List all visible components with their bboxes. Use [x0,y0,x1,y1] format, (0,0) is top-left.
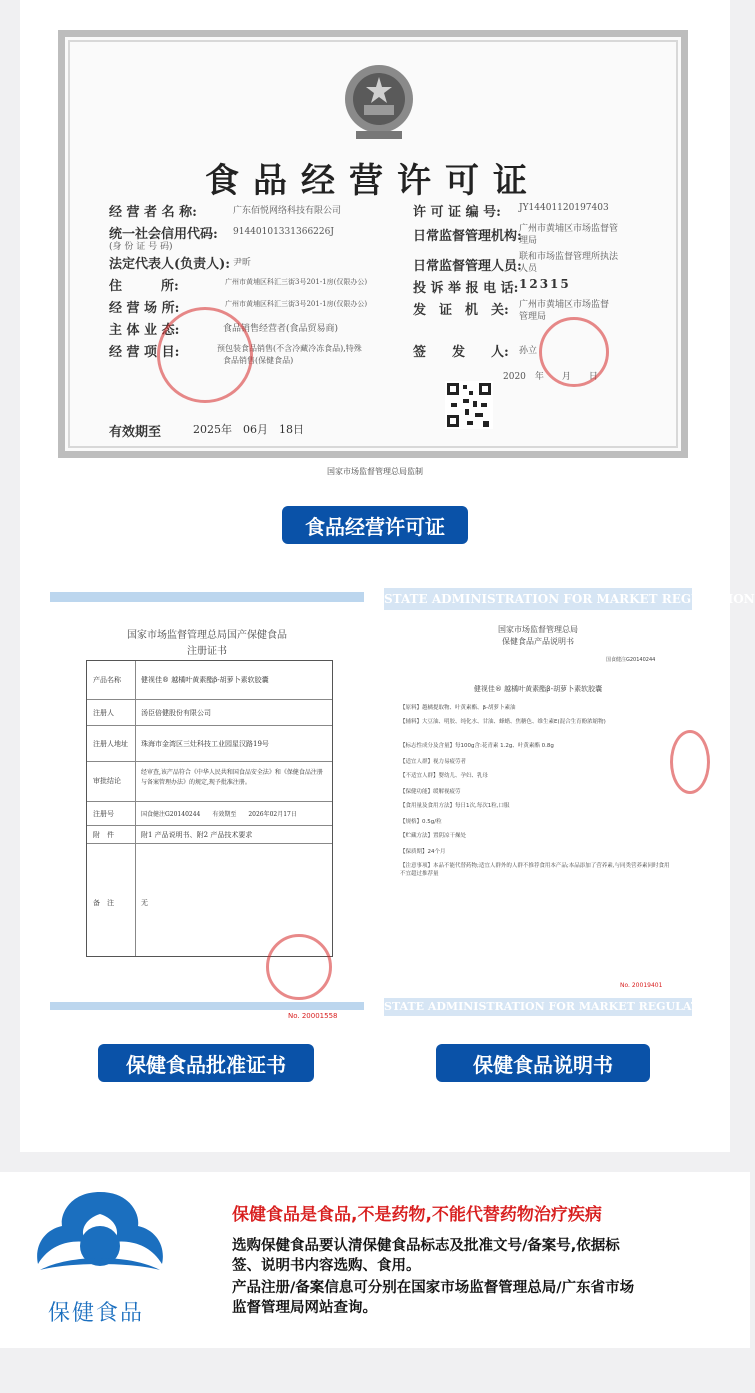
table-row: 注册号 国食健注G20140244 有效期至 2026年02月17日 [87,801,332,825]
health-food-logo-icon [30,1184,170,1292]
registration-title-line1: 国家市场监督管理总局国产保健食品 [127,630,287,641]
registration-red-seal [266,934,332,1000]
instructions-reg-number: 国食健注G20140244 [606,657,656,663]
premises-value: 广州市黄埔区科汇三街3号201-1房(仅限办公) [225,300,368,308]
table-row: 注册人 汤臣倍健股份有限公司 [87,699,332,725]
red-seal-stamp-left [157,307,253,403]
food-license-caption: 食品经营许可证 [282,506,468,544]
subject-label: 主 体 业 态: [109,323,180,338]
qr-code-icon [445,381,493,429]
credit-code-value: 91440101331366226J [233,227,334,237]
id-number-label: (身 份 证 号 码) [109,242,173,252]
instructions-caption: 保健食品说明书 [436,1044,650,1082]
permit-number-value: JY14401120197403 [519,203,609,213]
notice-line-2: 签、说明书内容选购、食用。 [232,1258,421,1274]
items-value-line1: 预包装食品销售(不含冷藏冷冻食品),特殊 [217,344,362,353]
legal-rep-value: 尹昕 [233,258,252,268]
instructions-bottom-banner: STATE ADMINISTRATION FOR MARKET REGULATION [384,998,692,1016]
operator-label: 经 营 者 名 称: [109,205,197,220]
instructions-document [384,586,692,1016]
instruction-line: 【不适宜人群】婴幼儿、孕妇、乳母 [400,773,489,779]
items-label: 经 营 项 目: [109,345,180,360]
daily-org-label: 日常监督管理机构: [413,229,522,244]
food-license-certificate [58,30,688,458]
table-row: 注册人地址 珠海市金湾区三灶科技工业园星汉路19号 [87,725,332,761]
issuer-label: 发 证 机 关: [413,303,509,318]
daily-org-value-line1: 广州市黄埔区市场监督管 [519,224,619,234]
registration-top-band [50,592,364,602]
premises-label: 经 营 场 所: [109,301,180,316]
validity-label: 有效期至 [109,425,162,440]
instructions-top-banner: STATE ADMINISTRATION FOR MARKET REGULATION [384,588,692,610]
hotline-value: 12315 [519,277,571,291]
instructions-title-line2: 保健食品产品说明书 [502,637,574,646]
instruction-line: 【适宜人群】视力易疲劳者 [400,759,467,765]
notice-line-4: 监督管理局网站查询。 [232,1300,377,1316]
issuer-value-line1: 广州市黄埔区市场监督 [519,300,610,310]
items-value-line2: 食品销售(保健食品) [223,356,294,365]
national-emblem-icon [340,61,418,143]
daily-person-value-line2: 人员 [519,264,538,274]
table-row: 产品名称 健视佳® 越橘叶黄素酯β-胡萝卜素软胶囊 [93,676,269,684]
instruction-line: 【规格】0.5g/粒 [400,819,442,825]
signer-label: 签 发 人: [413,345,509,360]
daily-person-value-line1: 联和市场监督管理所执法 [519,252,619,262]
warning-red-line: 保健食品是食品,不是药物,不能代替药物治疗疾病 [232,1205,602,1225]
table-row: 备 注 无 [87,843,332,958]
instruction-line: 【注意事项】本品不能代替药物;适宜人群外的人群不推荐食用本产品;本品添加了营养素,与同类营养素同时食用不宜超过推荐量 [400,863,670,877]
table-row: 审批结论 经审查,该产品符合《中华人民共和国食品安全法》和《保健食品注册与备案管理办法》的规定,现予批准注册。 [87,761,332,801]
instruction-line: 【原料】越橘提取物、叶黄素酯、β-胡萝卜素油 [400,705,516,711]
registration-number: No. 20001558 [288,1012,338,1020]
daily-person-label: 日常监督管理人员: [413,259,522,274]
daily-org-value-line2: 理局 [519,236,538,246]
instructions-product-name: 健视佳® 越橘叶黄素酯β-胡萝卜素软胶囊 [473,685,603,693]
registration-bottom-band [50,1002,364,1010]
notice-line-1: 选购保健食品要认清保健食品标志及批准文号/备案号,依据标 [232,1238,620,1254]
credit-code-label: 统一社会信用代码: [109,227,218,242]
validity-value: 2025年 06月 18日 [193,423,304,436]
instructions-number: No. 20019401 [620,982,663,989]
instructions-red-seal [670,730,710,794]
table-row: 附 件 附1 产品说明书、附2 产品技术要求 [87,825,332,843]
address-value: 广州市黄埔区科汇三街3号201-1房(仅限办公) [225,278,368,286]
legal-rep-label: 法定代表人(负责人): [109,257,231,272]
instruction-line: 【保质期】24个月 [400,849,446,855]
notice-line-3: 产品注册/备案信息可分别在国家市场监督管理总局/广东省市场 [232,1280,635,1296]
address-label: 住 所: [109,279,179,294]
signer-value: 孙立 [519,346,538,356]
license-title: 食品经营许可证 [205,161,541,201]
license-footer: 国家市场监督管理总局监制 [327,467,423,476]
health-food-logo-text: 保健食品 [48,1301,145,1326]
instruction-line: 【辅料】大豆油、明胶、纯化水、甘油、蜂蜡、焦糖色、维生素E(混合生育酚浓缩物) [400,719,606,725]
permit-number-label: 许 可 证 编 号: [413,205,501,220]
registration-caption: 保健食品批准证书 [98,1044,314,1082]
instruction-line: 【贮藏方法】置阴凉干燥处 [400,833,467,839]
issuer-value-line2: 管理局 [519,312,547,322]
instruction-line: 【食用量及食用方法】每日1次,每次1粒,口服 [400,803,510,809]
issue-date: 2020 年 月 日 [503,372,598,382]
instruction-line: 【标志性成分及含量】每100g含:花青素 1.2g、叶黄素酯 0.8g [400,743,554,749]
operator-value: 广东佰悦网络科技有限公司 [233,206,342,216]
subject-value: 食品销售经营者(食品贸易商) [223,324,339,334]
registration-table [86,660,333,957]
instructions-title-line1: 国家市场监督管理总局 [498,625,578,634]
instruction-line: 【保健功能】缓解视疲劳 [400,789,461,795]
hotline-label: 投 诉 举 报 电 话: [413,281,519,296]
red-seal-stamp-right [539,317,609,387]
registration-title-line2: 注册证书 [187,646,227,657]
